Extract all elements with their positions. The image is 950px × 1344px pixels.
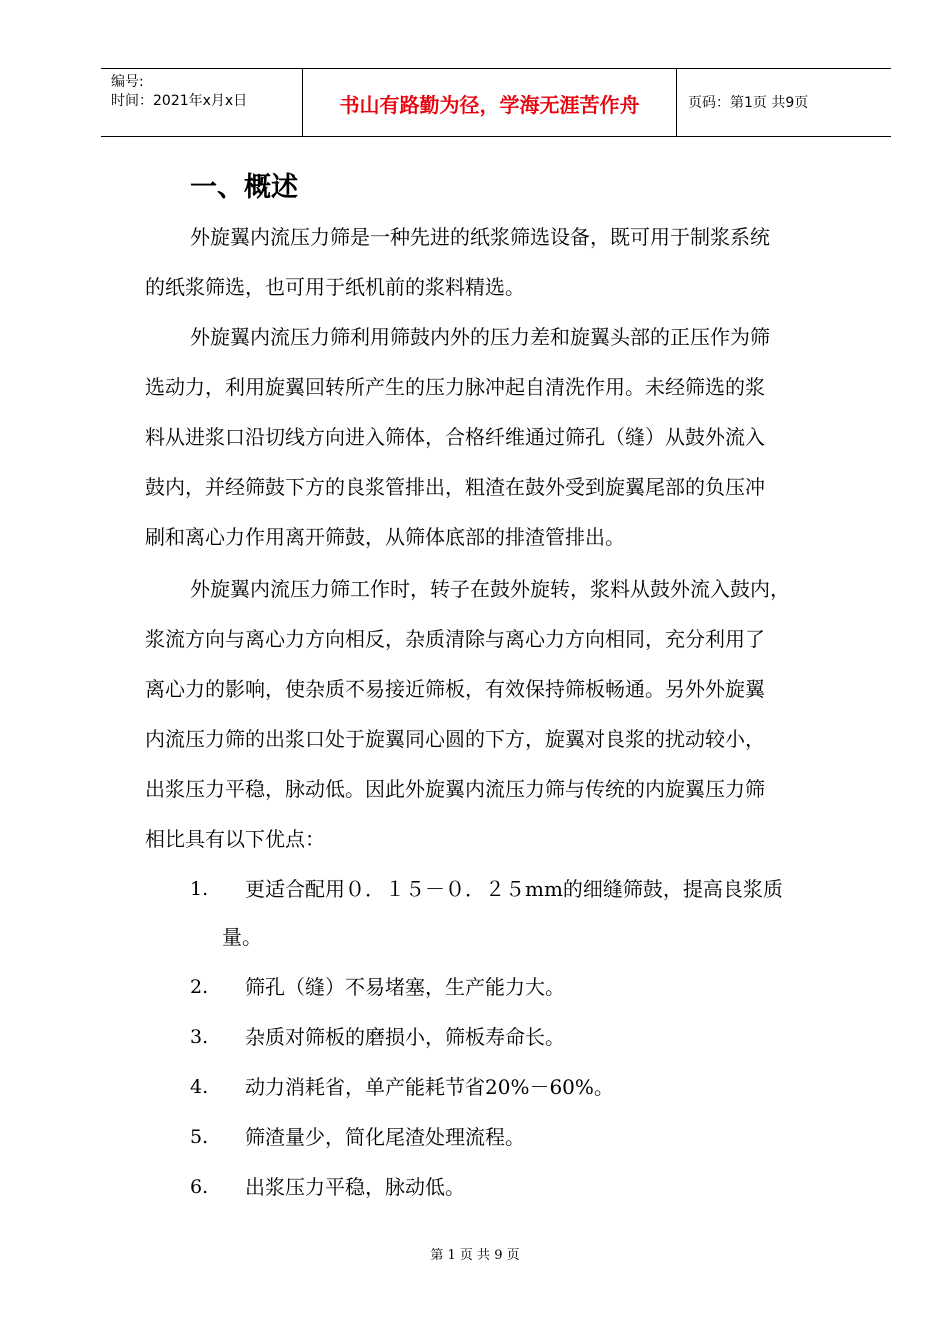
body-line: 刷和离心力作用离开筛鼓，从筛体底部的排渣管排出。: [145, 525, 625, 549]
body-line: 浆流方向与离心力方向相反，杂质清除与离心力方向相同，充分利用了: [145, 627, 765, 651]
list-item-text: 筛渣量少，简化尾渣处理流程。: [245, 1125, 525, 1149]
body-line: 出浆压力平稳，脉动低。因此外旋翼内流压力筛与传统的内旋翼压力筛: [145, 777, 765, 801]
header-page-cell: [678, 69, 891, 136]
list-item-number: 6.: [190, 1176, 209, 1198]
list-item-number: 4.: [190, 1076, 209, 1098]
list-item-number: 5.: [190, 1126, 209, 1148]
list-item-text: 杂质对筛板的磨损小，筛板寿命长。: [245, 1025, 565, 1049]
list-item-continuation: 量。: [222, 925, 262, 949]
motto: 书山有路勤为径，学海无涯苦作舟: [339, 93, 640, 117]
list-item-number: 3.: [190, 1026, 209, 1048]
body-line: 内流压力筛的出浆口处于旋翼同心圆的下方，旋翼对良浆的扰动较小，: [145, 727, 765, 751]
list-item-number: 1.: [190, 878, 209, 900]
list-item-number: 2.: [190, 976, 209, 998]
page-footer: 第 1 页 共 9 页: [430, 1248, 520, 1263]
header-meta-cell: [101, 69, 303, 136]
page-code: 页码：第1页 共9页: [688, 95, 809, 111]
list-item-text: 更适合配用０．１５－０．２５mm的细缝筛鼓，提高良浆质: [245, 877, 783, 901]
body-line: 外旋翼内流压力筛是一种先进的纸浆筛选设备，既可用于制浆系统: [190, 225, 770, 249]
body-line: 选动力，利用旋翼回转所产生的压力脉冲起自清洗作用。未经筛选的浆: [145, 375, 765, 399]
time-label: 时间：2021年x月x日: [111, 93, 248, 109]
body-line: 料从进浆口沿切线方向进入筛体，合格纤维通过筛孔（缝）从鼓外流入: [145, 425, 765, 449]
body-line: 外旋翼内流压力筛工作时，转子在鼓外旋转，浆料从鼓外流入鼓内，: [190, 577, 790, 601]
number-label: 编号:: [111, 74, 144, 90]
body-line: 鼓内，并经筛鼓下方的良浆管排出，粗渣在鼓外受到旋翼尾部的负压冲: [145, 475, 765, 499]
list-item-text: 出浆压力平稳，脉动低。: [245, 1175, 465, 1199]
body-line: 相比具有以下优点：: [145, 827, 325, 851]
body-line: 的纸浆筛选，也可用于纸机前的浆料精选。: [145, 275, 525, 299]
section-heading: 一、概述: [190, 172, 298, 203]
body-line: 离心力的影响，使杂质不易接近筛板，有效保持筛板畅通。另外外旋翼: [145, 677, 765, 701]
list-item-text: 筛孔（缝）不易堵塞，生产能力大。: [245, 975, 565, 999]
header-motto-cell: [303, 69, 677, 136]
document-header: [101, 68, 891, 137]
body-line: 外旋翼内流压力筛利用筛鼓内外的压力差和旋翼头部的正压作为筛: [190, 325, 770, 349]
list-item-text: 动力消耗省，单产能耗节省20%－60%。: [245, 1075, 614, 1099]
